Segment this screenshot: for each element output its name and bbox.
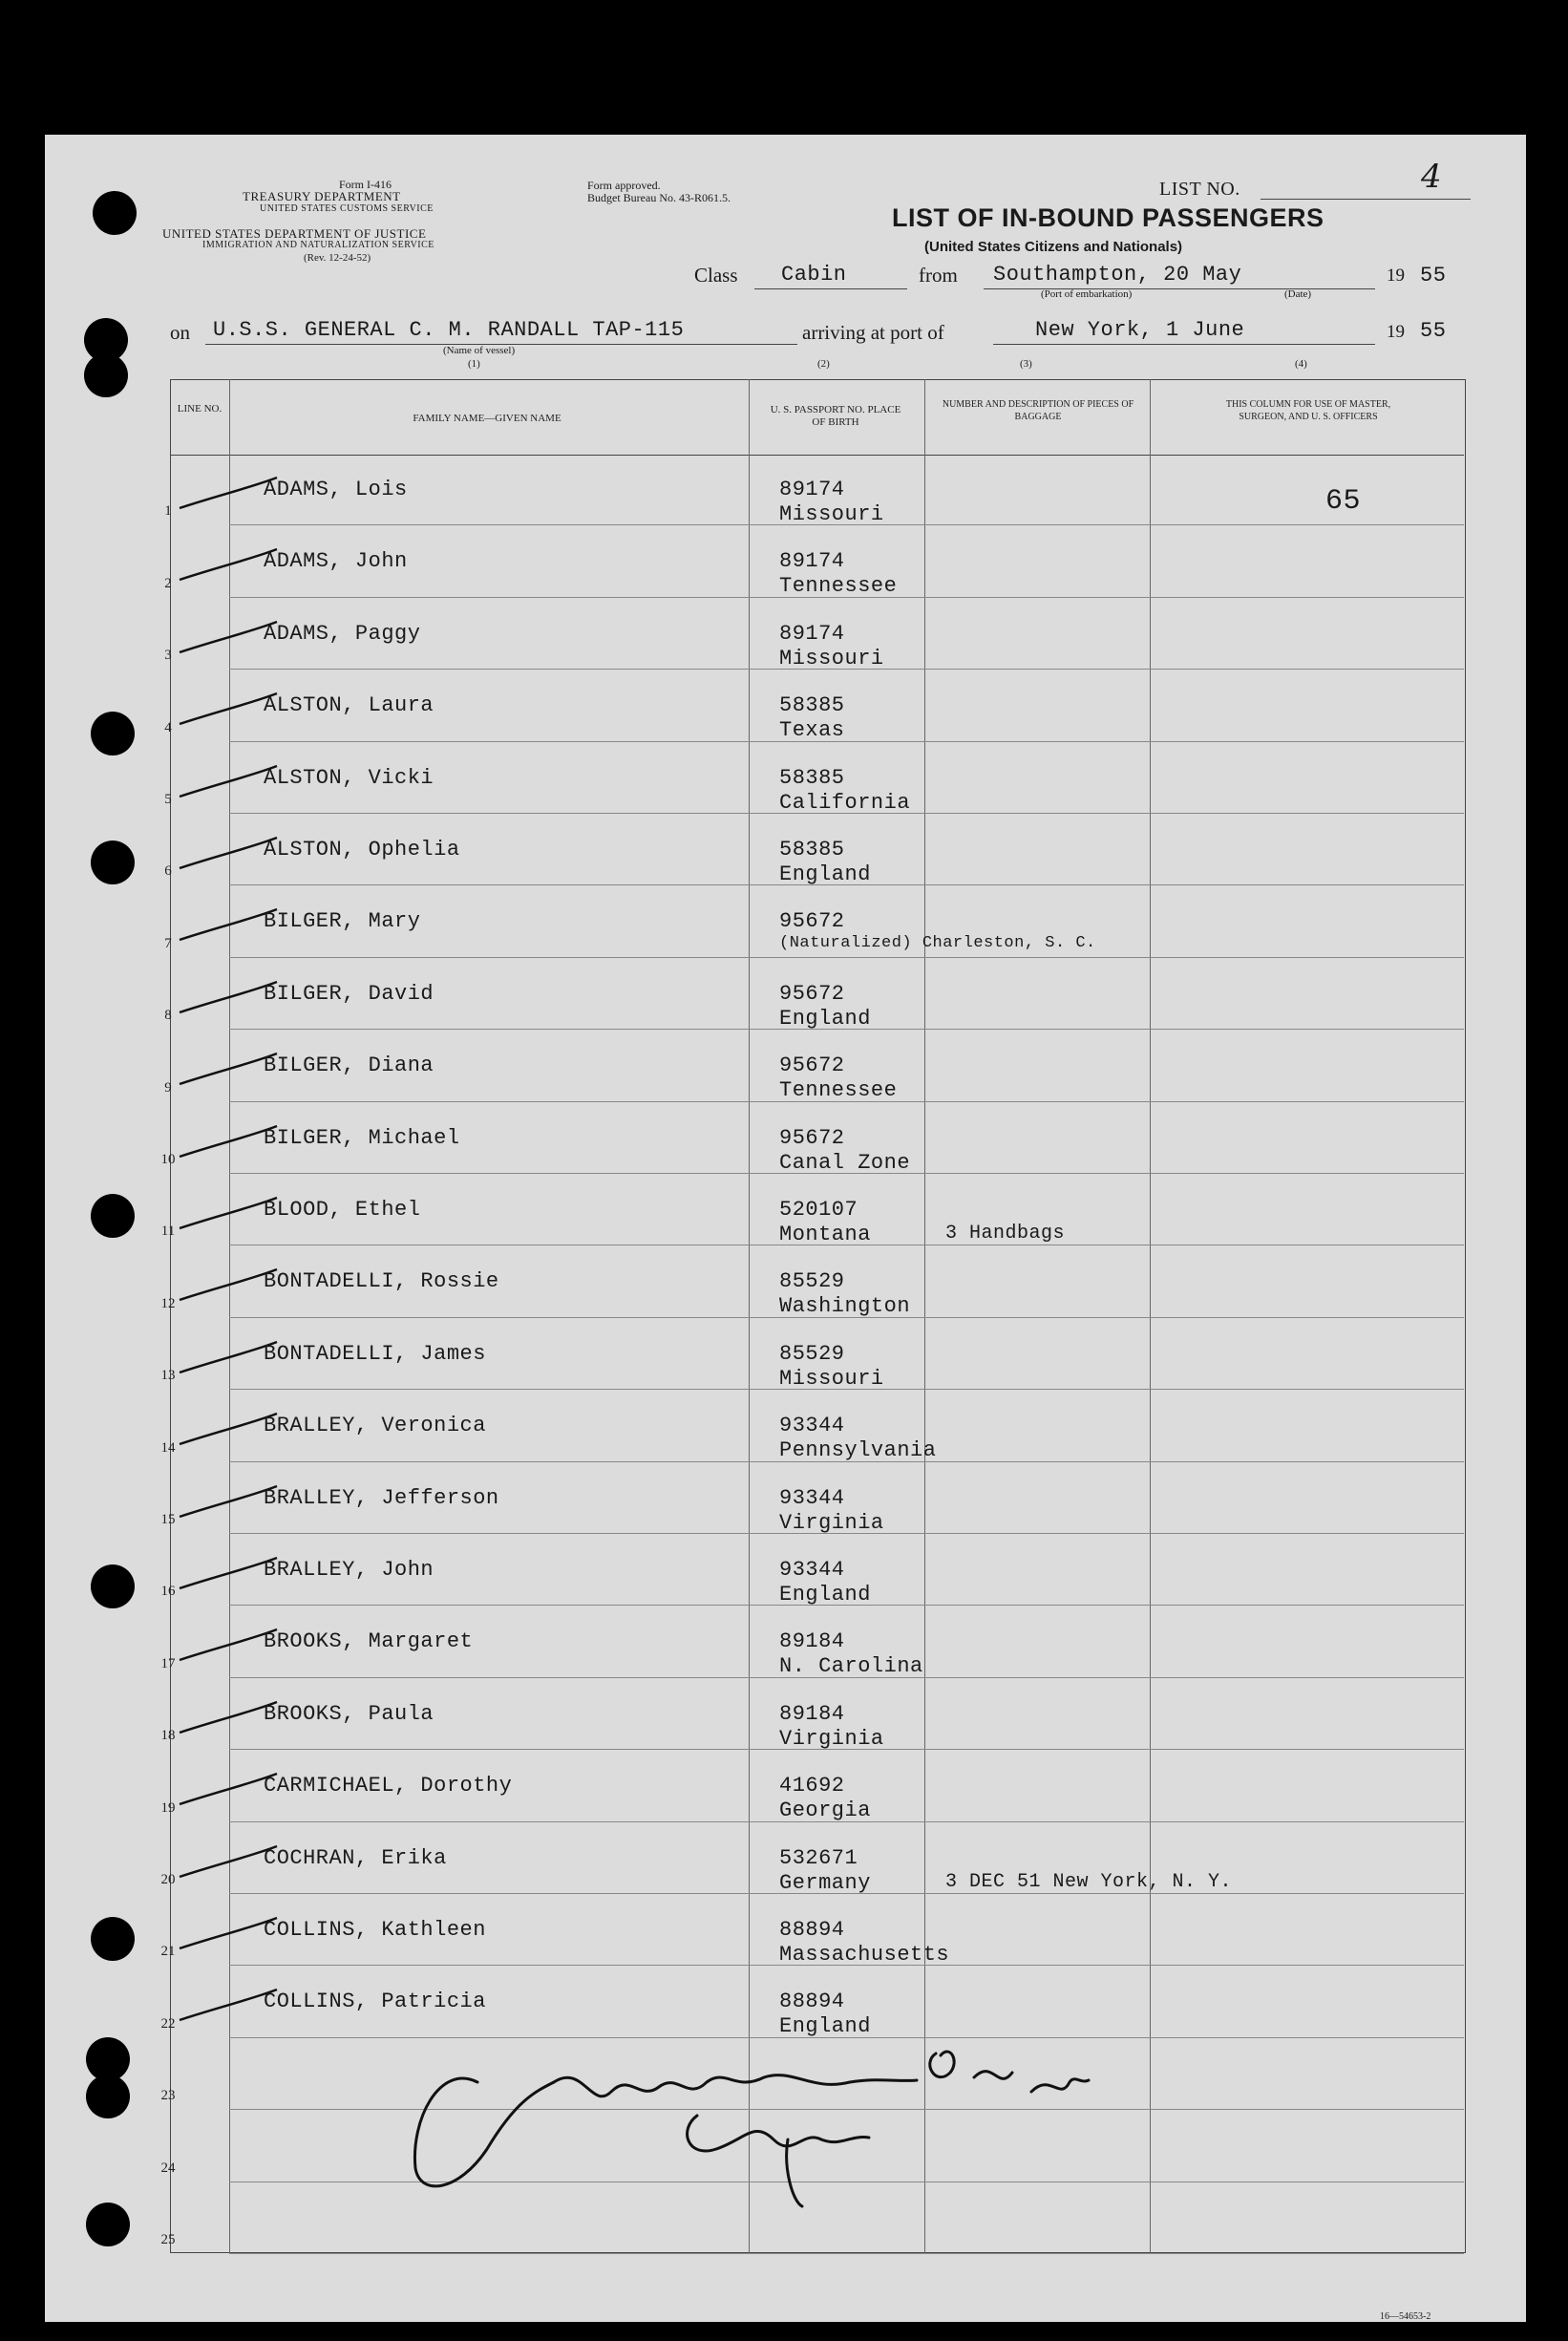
passenger-name: BRALLEY, Veronica [264, 1414, 486, 1438]
on-label: on [170, 321, 190, 344]
punch-hole [91, 1564, 135, 1608]
col-num-4: (4) [1295, 358, 1307, 370]
justice-dept: UNITED STATES DEPARTMENT OF JUSTICE [162, 226, 427, 241]
budget-bureau: Budget Bureau No. 43-R061.5. [587, 191, 731, 204]
passenger-name: BILGER, Michael [264, 1125, 460, 1150]
col-num-1: (1) [468, 358, 480, 370]
date-caption: (Date) [1284, 288, 1312, 300]
place-of-birth: Missouri [779, 1366, 884, 1391]
passport-number: 532671 [779, 1845, 858, 1870]
row-rule [229, 957, 1464, 958]
passport-number: 85529 [779, 1269, 845, 1294]
place-of-birth: Germany [779, 1870, 871, 1895]
arrival-value: New York, 1 June [1035, 318, 1245, 342]
passport-number: 88894 [779, 1990, 845, 2014]
place-of-birth: Montana [779, 1223, 871, 1246]
customs-service: UNITED STATES CUSTOMS SERVICE [260, 203, 434, 214]
line-number: 24 [160, 2160, 176, 2176]
line-number: 9 [164, 1079, 172, 1096]
col-num-2: (2) [817, 358, 830, 370]
passport-number: 520107 [779, 1198, 858, 1222]
vessel-value: U.S.S. GENERAL C. M. RANDALL TAP-115 [213, 318, 685, 342]
place-of-birth: Pennsylvania [779, 1438, 937, 1463]
line-number: 10 [160, 1152, 176, 1167]
revision-date: (Rev. 12-24-52) [304, 252, 371, 264]
year-prefix: 19 [1387, 266, 1405, 286]
passenger-name: ADAMS, Lois [264, 478, 408, 501]
line-number: 21 [160, 1944, 176, 1960]
baggage: 3 Handbags [945, 1223, 1066, 1245]
treasury-dept: TREASURY DEPARTMENT [243, 189, 401, 203]
passenger-name: CARMICHAEL, Dorothy [264, 1774, 513, 1798]
line-number: 22 [160, 2015, 176, 2032]
place-of-birth: Texas [779, 718, 845, 743]
line-number: 13 [160, 1368, 176, 1384]
place-of-birth: Virginia [779, 1510, 884, 1535]
passport-number: 93344 [779, 1414, 845, 1438]
passenger-name: ALSTON, Ophelia [264, 838, 460, 862]
line-number: 25 [160, 2232, 176, 2247]
line-number: 2 [164, 575, 172, 591]
line-number: 8 [164, 1008, 172, 1024]
passport-number: 41692 [779, 1774, 845, 1798]
header-officers: THIS COLUMN FOR USE OF MASTER, SURGEON, AND U. S. OFFICERS [1225, 399, 1391, 422]
immigration-service: IMMIGRATION AND NATURALIZATION SERVICE [202, 240, 434, 250]
passenger-name: ALSTON, Laura [264, 693, 434, 718]
row-rule [229, 741, 1464, 742]
list-no-value: 4 [1421, 158, 1442, 196]
page-subtitle: (United States Citizens and Nationals) [924, 239, 1183, 255]
header-name: FAMILY NAME—GIVEN NAME [413, 413, 562, 424]
passenger-name: BONTADELLI, James [264, 1341, 486, 1366]
place-of-birth: Tennessee [779, 574, 898, 599]
line-number: 7 [164, 935, 172, 951]
line-number: 5 [164, 792, 172, 807]
footer-code: 16—54653-2 [1380, 2311, 1431, 2322]
punch-hole [93, 191, 137, 235]
passenger-name: BILGER, David [264, 981, 434, 1006]
officer-note: 65 [1325, 485, 1362, 518]
punch-hole [91, 841, 135, 884]
signature [401, 2025, 1127, 2216]
punch-hole [84, 353, 128, 397]
form-number: Form I-416 [339, 178, 392, 191]
passenger-name: BLOOD, Ethel [264, 1198, 421, 1222]
punch-hole [86, 2203, 130, 2246]
baggage: 3 DEC 51 New York, N. Y. [945, 1870, 1233, 1893]
passport-number: 88894 [779, 1918, 845, 1942]
line-number: 3 [164, 648, 172, 664]
passport-number: 89174 [779, 549, 845, 574]
place-of-birth: Virginia [779, 1726, 884, 1751]
from-value: Southampton, 20 May [993, 263, 1242, 287]
line-number: 19 [160, 1799, 176, 1816]
line-number: 17 [160, 1655, 176, 1671]
place-of-birth: England [779, 1583, 871, 1607]
line-number: 14 [160, 1439, 176, 1456]
passenger-name: BROOKS, Paula [264, 1701, 434, 1726]
line-number: 23 [160, 2088, 176, 2104]
page-title: LIST OF IN-BOUND PASSENGERS [892, 203, 1324, 232]
line-number: 15 [160, 1512, 176, 1527]
passenger-name: ADAMS, Paggy [264, 621, 421, 646]
class-label: Class [694, 264, 738, 287]
passport-number: 93344 [779, 1558, 845, 1582]
line-number: 4 [164, 719, 172, 735]
arriving-label: arriving at port of [802, 321, 944, 344]
year2-value: 55 [1420, 319, 1447, 343]
from-label: from [919, 264, 958, 287]
punch-hole [91, 1917, 135, 1961]
passenger-name: BROOKS, Margaret [264, 1629, 474, 1654]
header-baggage: NUMBER AND DESCRIPTION OF PIECES OF BAGGAGE [942, 399, 1134, 422]
passenger-name: COCHRAN, Erika [264, 1845, 447, 1870]
line-number: 11 [160, 1224, 176, 1240]
passenger-name: COLLINS, Patricia [264, 1990, 486, 2014]
port-caption: (Port of embarkation) [1041, 288, 1133, 300]
passenger-name: ADAMS, John [264, 549, 408, 574]
passenger-name: BILGER, Mary [264, 909, 421, 934]
line-number: 20 [160, 1872, 176, 1887]
passport-number: 89184 [779, 1701, 845, 1726]
passenger-name: BRALLEY, John [264, 1558, 434, 1582]
passport-number: 95672 [779, 1125, 845, 1150]
passport-number: 89174 [779, 478, 845, 501]
list-no-label: LIST NO. [1159, 179, 1240, 200]
passport-number: 93344 [779, 1485, 845, 1510]
place-of-birth: Georgia [779, 1798, 871, 1823]
class-value: Cabin [781, 263, 847, 287]
place-of-birth: (Naturalized) Charleston, S. C. [779, 934, 1096, 953]
list-no-underline [1261, 199, 1471, 200]
passenger-name: ALSTON, Vicki [264, 765, 434, 790]
place-of-birth: Canal Zone [779, 1150, 911, 1175]
passport-number: 85529 [779, 1341, 845, 1366]
header-line-no: LINE NO. [177, 403, 222, 415]
place-of-birth: Massachusetts [779, 1943, 950, 1967]
approval-note: Form approved. [587, 179, 661, 192]
punch-hole [91, 712, 135, 756]
passenger-name: BILGER, Diana [264, 1053, 434, 1078]
punch-hole [86, 2075, 130, 2118]
header-divider [170, 455, 1464, 456]
passenger-name: BRALLEY, Jefferson [264, 1485, 499, 1510]
line-number: 6 [164, 863, 172, 880]
place-of-birth: England [779, 1006, 871, 1031]
place-of-birth: Missouri [779, 502, 884, 526]
passport-number: 89174 [779, 621, 845, 646]
class-underline [754, 288, 907, 289]
place-of-birth: N. Carolina [779, 1654, 923, 1679]
place-of-birth: Washington [779, 1294, 911, 1319]
place-of-birth: England [779, 862, 871, 886]
col-num-3: (3) [1020, 358, 1032, 370]
header-passport: U. S. PASSPORT NO. PLACE OF BIRTH [770, 404, 901, 428]
passport-number: 58385 [779, 838, 845, 862]
passenger-name: COLLINS, Kathleen [264, 1918, 486, 1942]
arrival-underline [993, 344, 1375, 345]
passport-number: 58385 [779, 765, 845, 790]
passport-number: 89184 [779, 1629, 845, 1654]
line-number: 1 [164, 503, 172, 520]
place-of-birth: England [779, 2014, 871, 2039]
passport-number: 58385 [779, 693, 845, 718]
line-number: 16 [160, 1584, 176, 1600]
place-of-birth: Tennessee [779, 1078, 898, 1103]
vessel-caption: (Name of vessel) [443, 345, 516, 356]
place-of-birth: Missouri [779, 646, 884, 670]
passport-number: 95672 [779, 909, 845, 934]
place-of-birth: California [779, 790, 911, 815]
year2-prefix: 19 [1387, 322, 1405, 342]
line-number: 18 [160, 1728, 176, 1744]
punch-hole [91, 1194, 135, 1238]
passport-number: 95672 [779, 981, 845, 1006]
passenger-name: BONTADELLI, Rossie [264, 1269, 499, 1294]
year-value: 55 [1420, 264, 1447, 287]
passport-number: 95672 [779, 1053, 845, 1078]
line-number: 12 [160, 1295, 176, 1311]
row-rule [229, 2253, 1464, 2254]
